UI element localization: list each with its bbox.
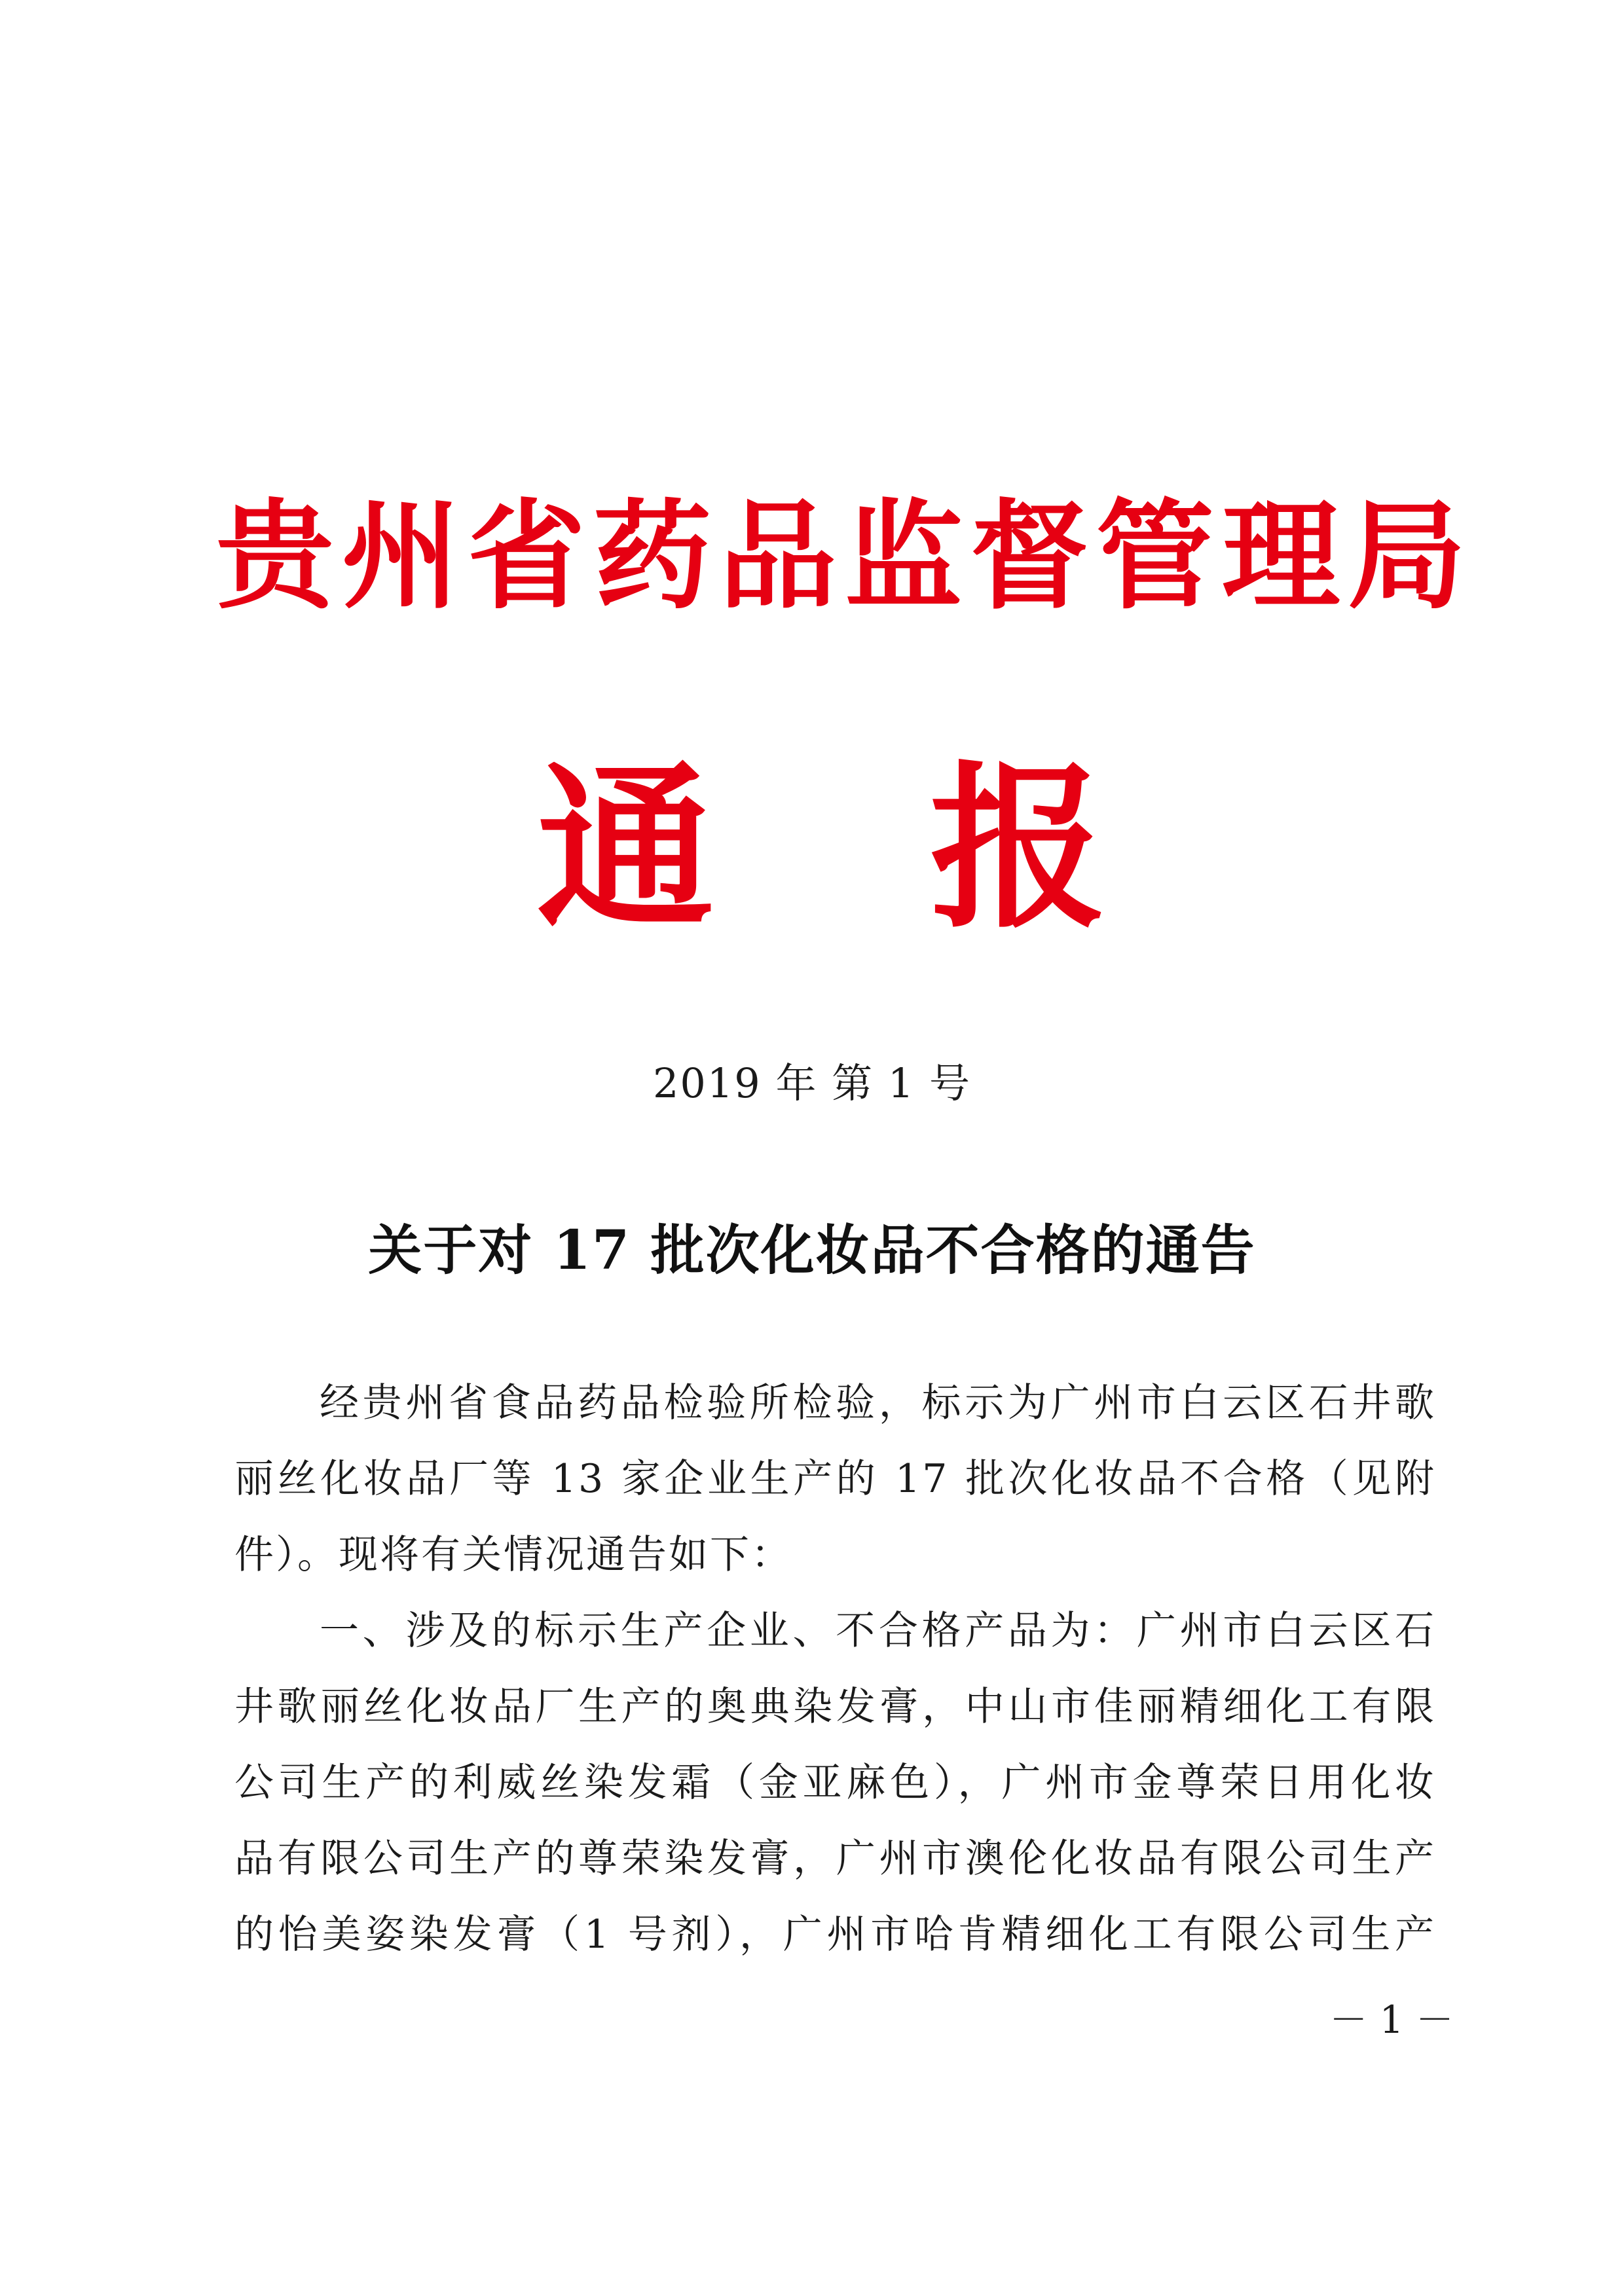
document-type-char-1: 通: [537, 744, 714, 952]
body-line: 经贵州省食品药品检验所检验，标示为广州市白云区石井歌: [320, 1380, 1436, 1426]
body-text: [234, 1365, 1436, 1973]
body-line: 品有限公司生产的尊荣染发膏，广州市澳伦化妆品有限公司生产: [234, 1836, 1436, 1882]
body-line: 丽丝化妆品厂等 13 家企业生产的 17 批次化妆品不合格（见附: [234, 1456, 1436, 1502]
issuing-organization-title: 贵州省药品监督管理局: [216, 487, 1474, 625]
page-number: － 1 －: [1329, 1997, 1454, 2042]
body-line: 一、涉及的标示生产企业、不合格产品为：广州市白云区石: [320, 1608, 1436, 1654]
body-line: 件）。现将有关情况通告如下：: [234, 1532, 792, 1578]
body-line: 井歌丽丝化妆品厂生产的奥典染发膏，中山市佳丽精细化工有限: [234, 1684, 1436, 1730]
document-number: 2019 年 第 1 号: [652, 1059, 972, 1107]
body-line: 公司生产的利威丝染发霜（金亚麻色），广州市金尊荣日用化妆: [234, 1760, 1436, 1806]
notice-title: 关于对 17 批次化妆品不合格的通告: [368, 1219, 1256, 1282]
body-line: 的怡美姿染发膏（1 号剂），广州市哈肯精细化工有限公司生产: [234, 1912, 1436, 1958]
document-type-char-2: 报: [930, 744, 1107, 952]
document-type-heading: [537, 740, 1107, 956]
